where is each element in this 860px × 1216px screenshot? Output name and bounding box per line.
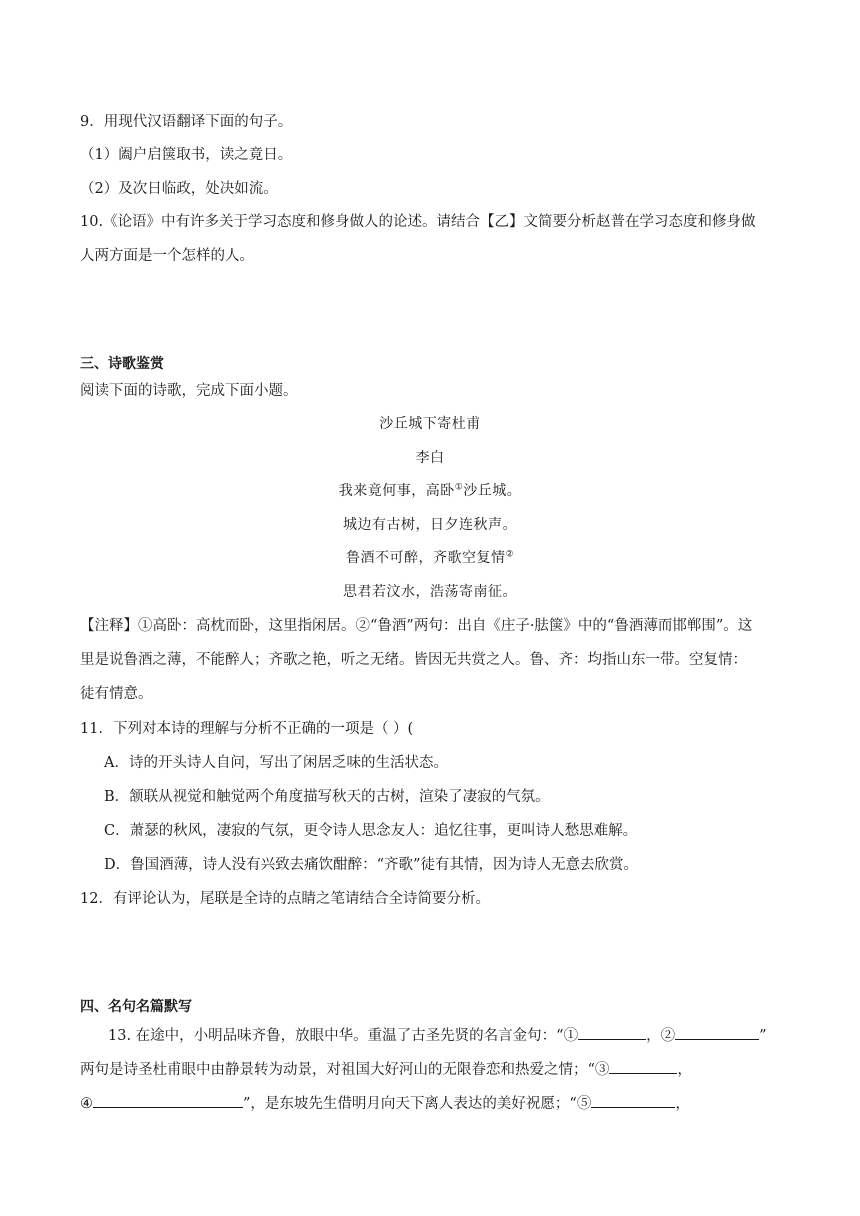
section-3-intro: 阅读下面的诗歌，完成下面小题。 (80, 383, 298, 399)
annotation-line-1: 【注释】①高卧：高枕而卧，这里指闲居。②“鲁酒”两句：出自《庄子·胠箧》中的“鲁酒薄而邯郸围”。这 (80, 618, 753, 634)
q13-text-3c: ， (675, 1096, 690, 1112)
footnote-mark-2: ② (505, 549, 515, 560)
annotation-line-3: 徒有情意。 (80, 686, 153, 702)
q13-text-1c: ” (759, 1028, 767, 1044)
poem-line-4: 思君若汶水，浩荡寄南征。 (343, 584, 517, 600)
q13-text-2a: 两句是诗圣杜甫眼中由静景转为动景，对祖国大好河山的无限眷恋和热爱之情；“③ (80, 1062, 610, 1078)
q13-line-2 (80, 1059, 692, 1080)
q13-text-1b: ，② (646, 1028, 676, 1044)
poem-line-2: 城边有古树，日夕连秋声。 (343, 517, 517, 533)
q13-text-2b: ， (677, 1062, 692, 1078)
poem-author: 李白 (415, 450, 445, 466)
q11-option-c: C．萧瑟的秋风，凄寂的气氛，更令诗人思念友人：追忆往事，更叫诗人愁思难解。 (104, 823, 638, 839)
q11-option-d: D．鲁国酒薄，诗人没有兴致去痛饮酣醉：“齐歌”徒有其情，因为诗人无意去欣赏。 (104, 857, 638, 873)
q9-title: 9．用现代汉语翻译下面的句子。 (80, 114, 293, 130)
q9-sentence-1: （1）阖户启箧取书，读之竟日。 (80, 147, 293, 163)
q10-line-2: 人两方面是一个怎样的人。 (80, 248, 254, 264)
footnote-mark-1: ① (454, 482, 464, 493)
q9-sentence-2: （2）及次日临政，处决如流。 (80, 181, 278, 197)
blank-3[interactable] (609, 1059, 677, 1074)
q13-text-3b: ”，是东坡先生借明月向天下离人表达的美好祝愿；“⑤ (243, 1096, 592, 1112)
poem-title: 沙丘城下寄杜甫 (379, 416, 481, 432)
poem-line-3-a: 鲁酒不可醉，齐歌空复情 (345, 550, 506, 566)
q13-text-1a: 13. 在途中，小明品味齐鲁，放眼中华。重温了古圣先贤的名言金句：“① (108, 1028, 579, 1044)
blank-5[interactable] (591, 1093, 675, 1108)
q10-line-1: 10.《论语》中有许多关于学习态度和修身做人的论述。请结合【乙】文简要分析赵普在学习态度和修身做 (80, 214, 756, 230)
q11-option-b: B．颔联从视觉和触觉两个角度描写秋天的古树，渲染了凄寂的气氛。 (104, 789, 550, 805)
poem-line-3 (0, 548, 860, 568)
q13-text-3a: ④ (80, 1096, 93, 1112)
blank-2[interactable] (675, 1025, 759, 1040)
poem-line-1-a: 我来竟何事，高卧 (338, 483, 455, 499)
q13-line-3 (80, 1093, 690, 1114)
poem-line-1-b: 沙丘城。 (463, 483, 522, 499)
q11-stem: 11．下列对本诗的理解与分析不正确的一项是（ ）( (80, 721, 414, 737)
q13-line-1 (108, 1025, 767, 1046)
blank-4[interactable] (93, 1093, 243, 1108)
poem-line-1 (0, 481, 860, 501)
section-4-heading: 四、名句名篇默写 (80, 999, 192, 1015)
annotation-line-2: 里是说鲁酒之薄，不能醉人；齐歌之艳，听之无绪。皆因无共赏之人。鲁、齐：均指山东一带。空复情： (80, 652, 747, 668)
blank-1[interactable] (578, 1025, 646, 1040)
q12-text: 12．有评论认为，尾联是全诗的点睛之笔请结合全诗简要分析。 (80, 891, 490, 907)
q11-option-a: A．诗的开头诗人自问，写出了闲居乏味的生活状态。 (104, 755, 448, 771)
section-3-heading: 三、诗歌鉴赏 (80, 356, 164, 372)
